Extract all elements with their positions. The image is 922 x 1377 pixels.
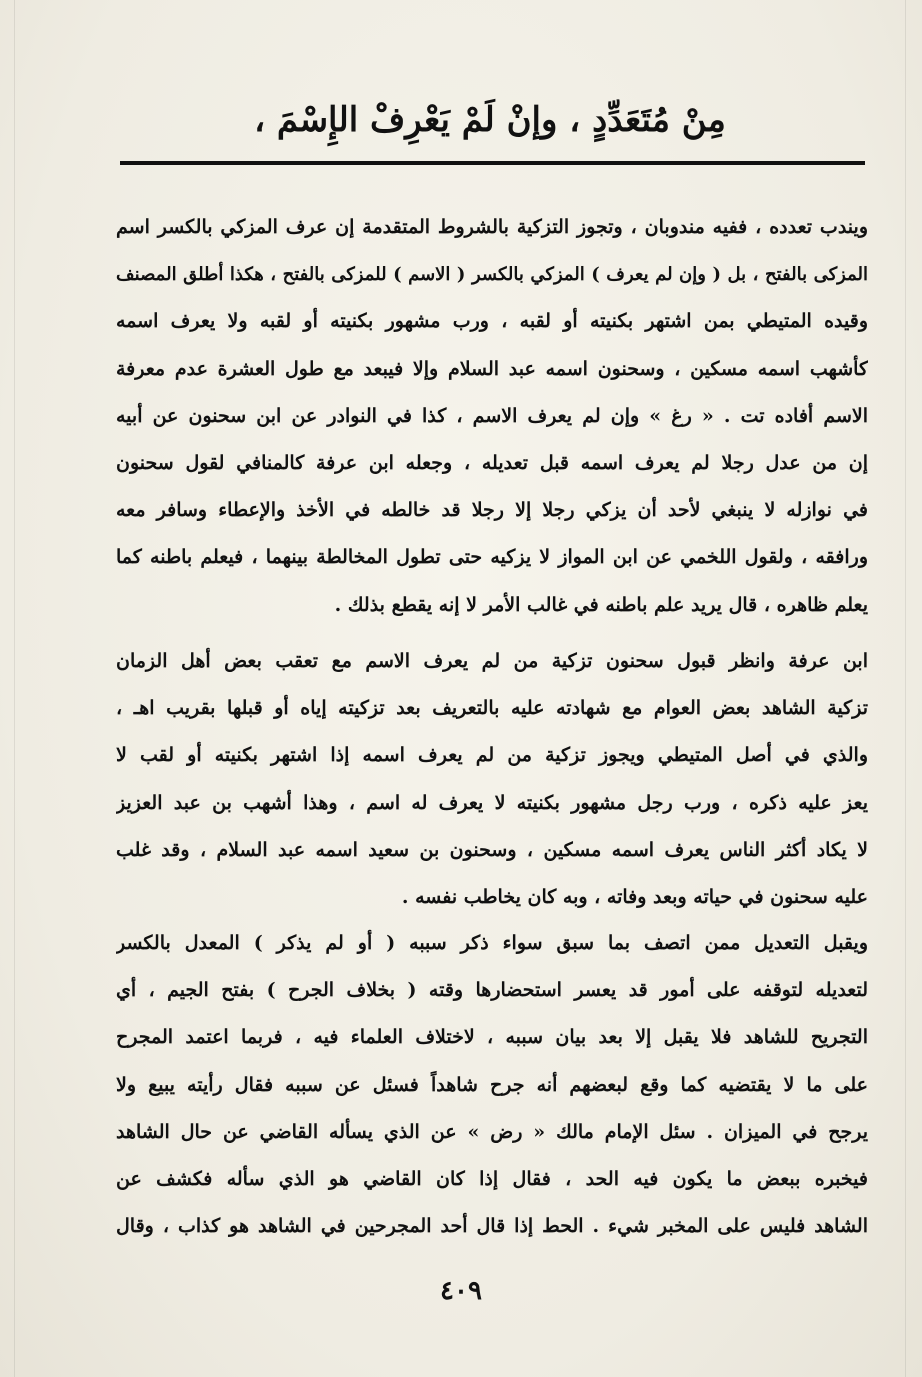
- scan-edge-line: [14, 0, 15, 1377]
- text-line: عليه سحنون في حياته وبعد وفاته ، وبه كان يخاطب نفسه .: [401, 885, 868, 908]
- scan-edge-line: [905, 0, 906, 1377]
- text-line: ابن عرفة وانظر قبول سحنون تزكية من لم يعرف الاسم مع تعقب بعض أهل الزمان: [116, 650, 868, 672]
- text-line: فيخبره ببعض ما يكون فيه الحد ، فقال إذا كان القاضي هو الذي سأله فكشف عن: [116, 1167, 868, 1190]
- text-line: المزكى بالفتح ، بل ( وإن لم يعرف ) المزكي بالكسر ( الاسم ) للمزكى بالفتح ، هكذا أطلق المصنف: [116, 264, 868, 286]
- text-line: في نوازله لا ينبغي لأحد أن يزكي رجلا إلا رجلا قد خالطه في الأخذ والإعطاء وسافر معه: [116, 499, 868, 522]
- text-line: تزكية الشاهد بعض العوام مع شهادته عليه بالتعريف بعد تزكيته إياه أو قبلها بقريب اهـ ،: [116, 697, 868, 720]
- text-line: الاسم أفاده تت . « رغ » وإن لم يعرف الاسم ، كذا في النوادر عن ابن سحنون عن أبيه: [116, 404, 868, 427]
- text-line: إن من عدل رجلا لم يعرف اسمه قبل تعديله ، وجعله ابن عرفة كالمنافي لقول سحنون: [116, 451, 868, 474]
- text-line: والذي في أصل المتيطي ويجوز تزكية من لم يعرف اسمه إذا اشتهر بكنيته أو لقب لا: [116, 744, 868, 767]
- text-line: ويقبل التعديل ممن اتصف بما سبق سواء ذكر سببه ( أو لم يذكر ) المعدل بالكسر: [116, 932, 868, 954]
- text-line: على ما لا يقتضيه كما وقع لبعضهم أنه جرح شاهداً فسئل عن سببه فقال رأيته يبيع ولا: [116, 1073, 868, 1096]
- page-header-title: مِنْ مُتَعَدِّدٍ ، وإنْ لَمْ يَعْرِفْ الإِسْمَ ،: [254, 100, 726, 140]
- text-line: يعلم ظاهره ، قال يريد علم باطنه في غالب الأمر لا إنه يقطع بذلك .: [334, 593, 868, 616]
- text-line: لتعديله لتوقفه على أمور قد يعسر استحضارها وقته ( بخلاف الجرح ) بفتح الجيم ، أي: [116, 979, 868, 1002]
- page-number: ٤٠٩: [440, 1276, 482, 1306]
- text-line: وقيده المتيطي بمن اشتهر بكنيته أو لقبه ، ورب مشهور بكنيته أو لقبه ولا يعرف اسمه: [116, 310, 868, 333]
- paragraph-3: [116, 920, 868, 1250]
- text-line: لا يكاد أكثر الناس يعرف اسمه مسكين ، وسحنون بن سعيد اسمه عبد السلام ، وقد غلب: [116, 838, 868, 861]
- text-line: التجريح للشاهد فلا يقبل إلا بعد بيان سببه ، لاختلاف العلماء فيه ، فربما اعتمد المجرح: [116, 1026, 868, 1049]
- text-line: يعز عليه ذكره ، ورب رجل مشهور بكنيته لا يعرف له اسم ، وهذا أشهب بن عبد العزيز: [116, 791, 868, 814]
- paragraph-2: [116, 638, 868, 921]
- text-line: يرجح في الميزان . سئل الإمام مالك « رض » عن الذي يسأله القاضي عن حال الشاهد: [116, 1120, 868, 1143]
- text-line: ورافقه ، ولقول اللخمي عن ابن المواز لا يزكيه حتى تطول المخالطة بينهما ، فيعلم باطنه كما: [116, 546, 868, 569]
- text-line: الشاهد فليس على المخبر شيء . الحط إذا قال أحد المجرحين في الشاهد هو كذاب ، وقال: [116, 1215, 868, 1238]
- text-line: كأشهب اسمه مسكين ، وسحنون اسمه عبد السلام وإلا فيبعد مع طول العشرة عدم معرفة: [116, 357, 868, 380]
- paragraph-1: [116, 204, 868, 629]
- text-line: ويندب تعدده ، ففيه مندوبان ، وتجوز التزكية بالشروط المتقدمة إن عرف المزكي بالكسر اسم: [116, 216, 868, 238]
- header-divider: [120, 161, 865, 165]
